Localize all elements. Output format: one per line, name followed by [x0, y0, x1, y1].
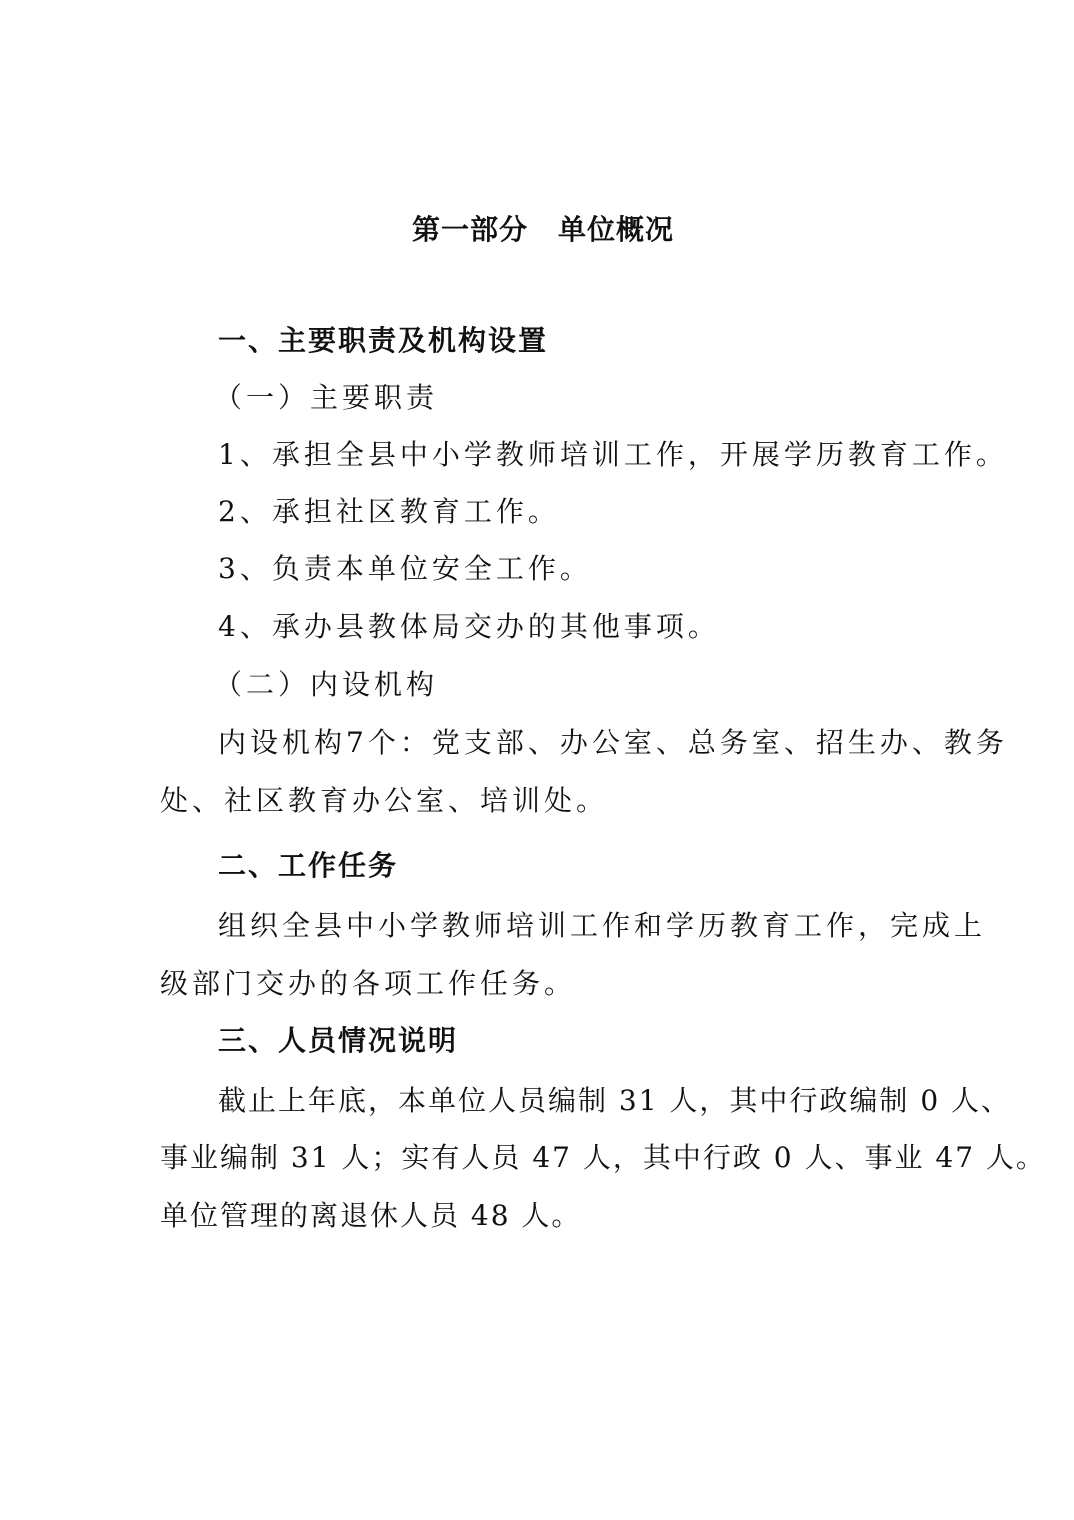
task-line-2: 级部门交办的各项工作任务。 — [160, 967, 577, 1000]
staff-line-3: 单位管理的离退休人员 48 人。 — [160, 1199, 582, 1232]
section2-heading: 二、工作任务 — [218, 849, 399, 882]
org-line-1: 内设机构7个：党支部、办公室、总务室、招生办、教务 — [218, 726, 1008, 759]
page-title — [412, 212, 674, 248]
task-line-1: 组织全县中小学教师培训工作和学历教育工作，完成上 — [218, 909, 987, 942]
title-main: 单位概况 — [558, 213, 675, 246]
staff-line-2: 事业编制 31 人；实有人员 47 人，其中行政 0 人、事业 47 人。 — [160, 1141, 1046, 1174]
section3-heading: 三、人员情况说明 — [218, 1024, 459, 1057]
duty-item-2: 2、承担社区教育工作。 — [218, 495, 560, 528]
staff-line-1: 截止上年底，本单位人员编制 31 人，其中行政编制 0 人、 — [218, 1084, 1012, 1117]
duty-item-3: 3、负责本单位安全工作。 — [218, 552, 592, 585]
duty-item-4: 4、承办县教体局交办的其他事项。 — [218, 610, 720, 643]
duty-item-1: 1、承担全县中小学教师培训工作，开展学历教育工作。 — [218, 438, 1008, 471]
org-line-2: 处、社区教育办公室、培训处。 — [160, 784, 609, 817]
section1-sub2: （二）内设机构 — [214, 668, 439, 701]
section1-sub1: （一）主要职责 — [214, 381, 439, 414]
title-part: 第一部分 — [412, 213, 529, 246]
section1-heading: 一、主要职责及机构设置 — [218, 324, 549, 357]
